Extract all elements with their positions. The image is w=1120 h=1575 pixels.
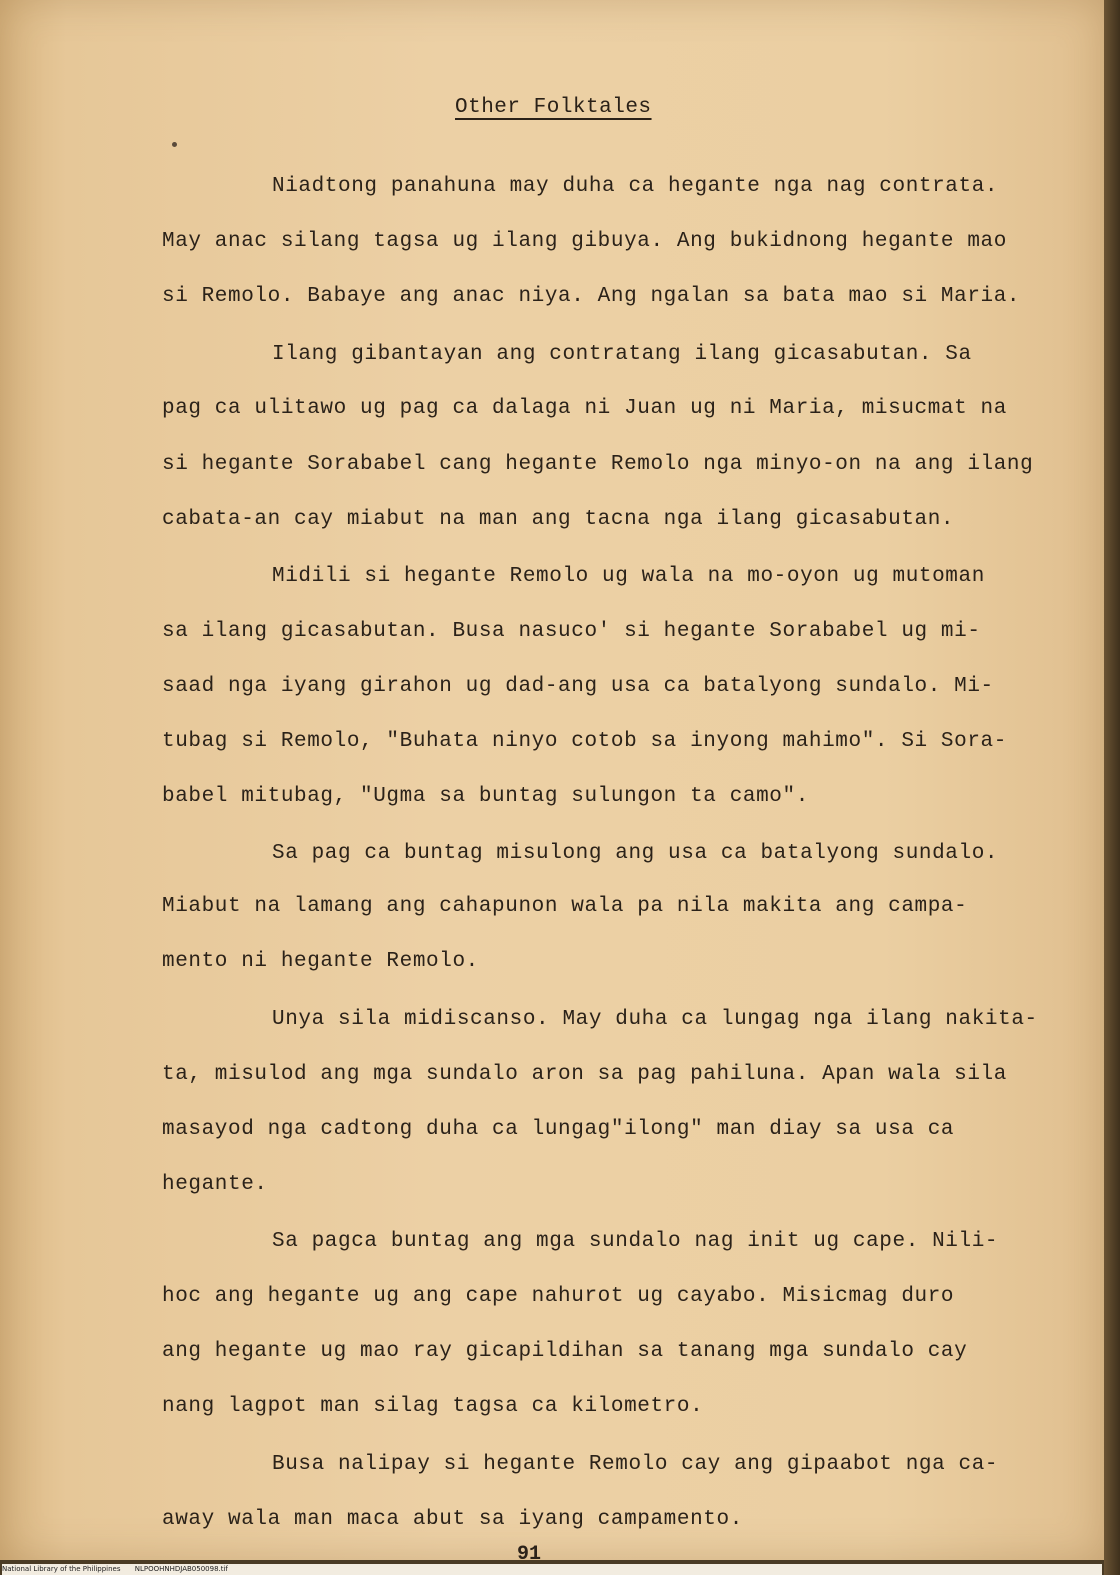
text-line: Busa nalipay si hegante Remolo cay ang gipaabot nga ca- (272, 1453, 999, 1476)
text-line: Miabut na lamang ang cahapunon wala pa nila makita ang campa- (162, 895, 968, 918)
text-line: si Remolo. Babaye ang anac niya. Ang ngalan sa bata mao si Maria. (162, 285, 1021, 308)
text-line: hoc ang hegante ug ang cape nahurot ug cayabo. Misicmag duro (162, 1285, 955, 1308)
text-line: hegante. (162, 1173, 268, 1196)
text-line: pag ca ulitawo ug pag ca dalaga ni Juan ug ni Maria, misucmat na (162, 397, 1007, 420)
library-credit: National Library of the Philippines (2, 1565, 121, 1573)
scan-edge (1104, 0, 1120, 1575)
text-line: Niadtong panahuna may duha ca hegante nga nag contrata. (272, 175, 999, 198)
text-line: babel mitubag, "Ugma sa buntag sulungon ta camo". (162, 785, 809, 808)
text-line: ang hegante ug mao ray gicapildihan sa tanang mga sundalo cay (162, 1340, 968, 1363)
text-line: masayod nga cadtong duha ca lungag"ilong" man diay sa usa ca (162, 1118, 955, 1141)
text-line: si hegante Sorababel cang hegante Remolo nga minyo-on na ang ilang (162, 453, 1034, 476)
text-line: ta, misulod ang mga sundalo aron sa pag pahiluna. Apan wala sila (162, 1063, 1007, 1086)
page-title: Other Folktales (455, 96, 652, 119)
text-line: Unya sila midiscanso. May duha ca lungag nga ilang nakita- (272, 1008, 1038, 1031)
text-line: away wala man maca abut sa iyang campamento. (162, 1508, 743, 1531)
file-name: NLPOOHNHDJAB050098.tif (134, 1565, 228, 1573)
text-line: mento ni hegante Remolo. (162, 950, 479, 973)
text-line: May anac silang tagsa ug ilang gibuya. Ang bukidnong hegante mao (162, 230, 1007, 253)
text-line: nang lagpot man silag tagsa ca kilometro. (162, 1395, 704, 1418)
text-line: sa ilang gicasabutan. Busa nasuco' si hegante Sorababel ug mi- (162, 620, 981, 643)
page-number: 91 (517, 1543, 542, 1560)
text-line: Sa pag ca buntag misulong ang usa ca batalyong sundalo. (272, 842, 999, 865)
text-line: Midili si hegante Remolo ug wala na mo-oyon ug mutoman (272, 565, 985, 588)
text-line: Ilang gibantayan ang contratang ilang gicasabutan. Sa (272, 343, 972, 366)
text-line: cabata-an cay miabut na man ang tacna nga ilang gicasabutan. (162, 508, 955, 531)
text-line: saad nga iyang girahon ug dad-ang usa ca batalyong sundalo. Mi- (162, 675, 994, 698)
scan-footer (2, 1564, 1102, 1575)
text-line: Sa pagca buntag ang mga sundalo nag init ug cape. Nili- (272, 1230, 999, 1253)
ink-speck (172, 142, 177, 147)
text-line: tubag si Remolo, "Buhata ninyo cotob sa inyong mahimo". Si Sora- (162, 730, 1007, 753)
